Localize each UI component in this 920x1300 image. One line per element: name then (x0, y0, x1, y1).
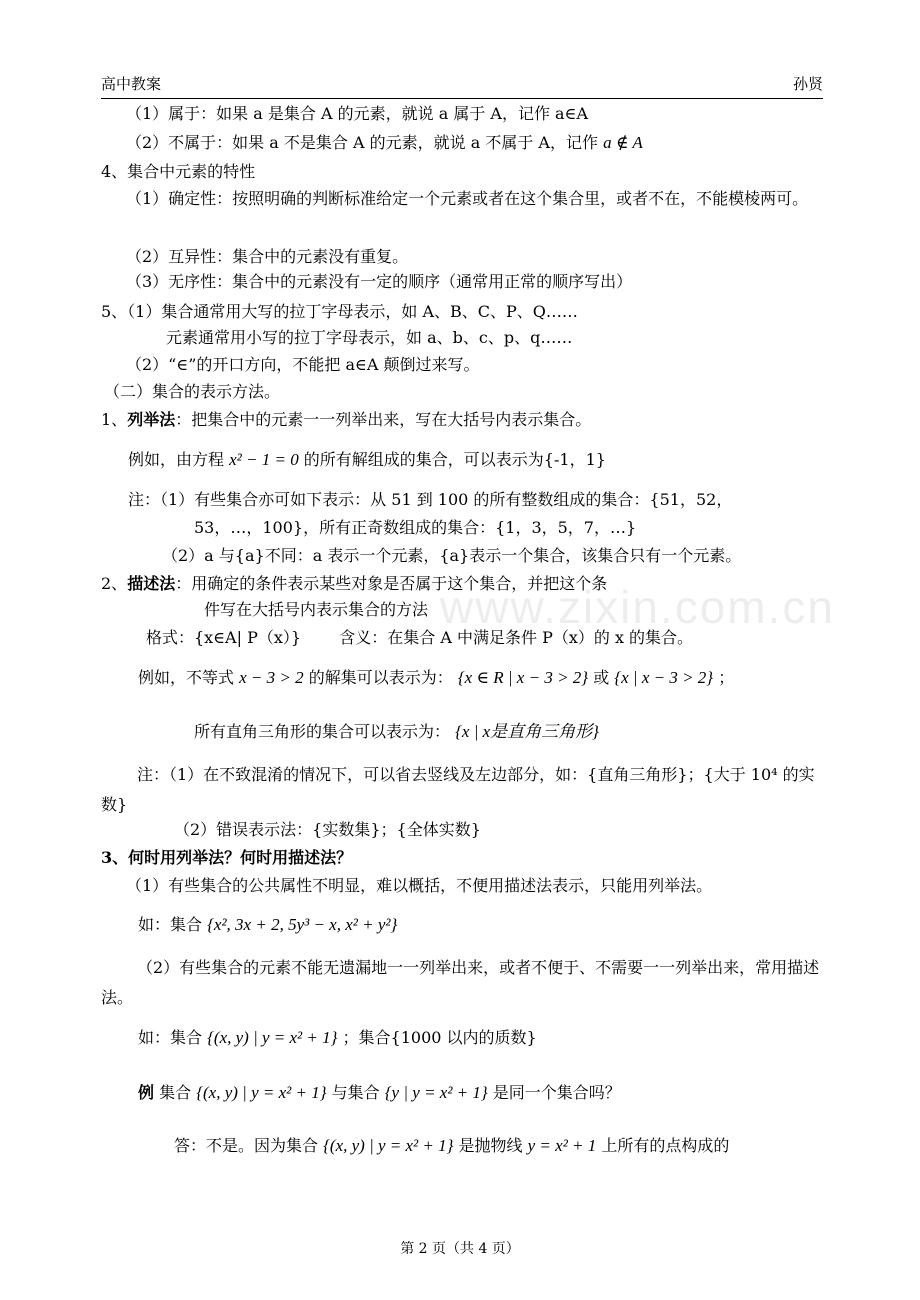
math-expr: x² − 1 = 0 (229, 450, 299, 469)
text-line: （2）互异性：集合中的元素没有重复。 (126, 247, 409, 266)
text-line: 如：集合 {x², 3x + 2, 5y³ − x, x² + y²} (138, 915, 398, 934)
math-expr: x − 3 > 2 (239, 668, 304, 687)
text-line: 答：不是。因为集合 {(x, y) | y = x² + 1} 是抛物线 y = x² + 1 上所有的点构成的 (174, 1136, 730, 1155)
text-line: 例如，不等式 x − 3 > 2 的解集可以表示为： {x ∈ R | x − 3 > 2} 或 {x | x − 3 > 2} ； (138, 668, 735, 687)
text-line: 件写在大括号内表示集合的方法 (204, 600, 429, 619)
text-line: 元素通常用小写的拉丁字母表示，如 a、b、c、p、q…… (166, 328, 573, 347)
term-bold: 例 (138, 1083, 155, 1102)
term-bold: 列举法 (127, 410, 176, 429)
section-heading: （二）集合的表示方法。 (104, 382, 281, 401)
text-line: 例 集合 {(x, y) | y = x² + 1} 与集合 {y | y = x² + 1} 是同一个集合吗？ (138, 1083, 621, 1102)
text-line: （3）无序性：集合中的元素没有一定的顺序（通常用正常的顺序写出） (126, 272, 633, 291)
text-line: 注：（1）有些集合亦可如下表示：从 51 到 100 的所有整数组成的集合：{51，52， (128, 490, 733, 509)
header-left: 高中教案 (101, 75, 162, 93)
term-bold: 描述法 (127, 574, 176, 593)
header-right: 孙贤 (792, 75, 823, 93)
text-line: 如：集合 {(x, y) | y = x² + 1} ；集合{1000 以内的质数} (138, 1028, 537, 1047)
math-expr: {x ∈ R | x − 3 > 2} (457, 668, 589, 687)
math-expr: {x | x − 3 > 2} (614, 668, 714, 687)
text-line: （2）错误表示法：{实数集}；{全体实数} (174, 820, 481, 839)
section-heading: 3、何时用列举法？何时用描述法？ (101, 848, 353, 867)
text-line: 所有直角三角形的集合可以表示为： {x | x是直角三角形} (194, 722, 599, 741)
watermark: www.zixin.com.cn (440, 581, 835, 633)
section-heading: 4、集合中元素的特性 (101, 162, 256, 181)
text-line: （2）“∈”的开口方向，不能把 a∈A 颠倒过来写。 (126, 355, 480, 374)
math-expr: {(x, y) | y = x² + 1} (207, 1028, 338, 1047)
math-expr: {(x, y) | y = x² + 1} (196, 1083, 327, 1102)
text-line: 例如，由方程 x² − 1 = 0 的所有解组成的集合，可以表示为{-1，1} (128, 450, 606, 469)
text-paragraph: （2）有些集合的元素不能无遗漏地一一列举出来，或者不便于、不需要一一列举出来，常用描述法。 (101, 958, 820, 1007)
text-line: （2）a 与{a}不同：a 表示一个元素，{a}表示一个集合，该集合只有一个元素。 (162, 546, 742, 565)
text-line: 5、（1）集合通常用大写的拉丁字母表示，如 A、B、C、P、Q…… (101, 302, 578, 321)
page-header (101, 74, 823, 99)
text-line: 格式：{x∈A| P（x）} 含义：在集合 A 中满足条件 P（x）的 x 的集合。 (146, 628, 694, 647)
text-paragraph: 注：（1）在不致混淆的情况下，可以省去竖线及左边部分，如：{直角三角形}；{大于 10⁴ 的实数} (101, 765, 815, 814)
math-expr: {x², 3x + 2, 5y³ − x, x² + y²} (207, 915, 398, 934)
text-paragraph: （1）确定性：按照明确的判断标准给定一个元素或者在这个集合里，或者不在，不能模棱两可。 (126, 189, 809, 208)
text-line: （1）属于：如果 a 是集合 A 的元素，就说 a 属于 A，记作 a∈A (126, 104, 588, 123)
text-line: 53，…，100}，所有正奇数组成的集合：{1，3，5，7，…} (194, 518, 637, 537)
math-expr: {x | x是直角三角形} (455, 722, 599, 741)
page-footer: 第 2 页（共 4 页） (400, 1241, 520, 1257)
text-line: （2）不属于：如果 a 不是集合 A 的元素，就说 a 不属于 A，记作 a ∉ A (126, 133, 643, 152)
math-expr: {(x, y) | y = x² + 1} (323, 1136, 454, 1155)
text-line: 1、列举法：把集合中的元素一一列举出来，写在大括号内表示集合。 (101, 410, 592, 429)
math-expr: y = x² + 1 (527, 1136, 597, 1155)
text-line: 2、描述法：用确定的条件表示某些对象是否属于这个集合，并把这个条 (101, 574, 608, 593)
math-expr: {y | y = x² + 1} (384, 1083, 488, 1102)
text-line: （1）有些集合的公共属性不明显，难以概括，不便用描述法表示，只能用列举法。 (126, 876, 713, 895)
math-expr: a ∉ A (603, 133, 643, 152)
